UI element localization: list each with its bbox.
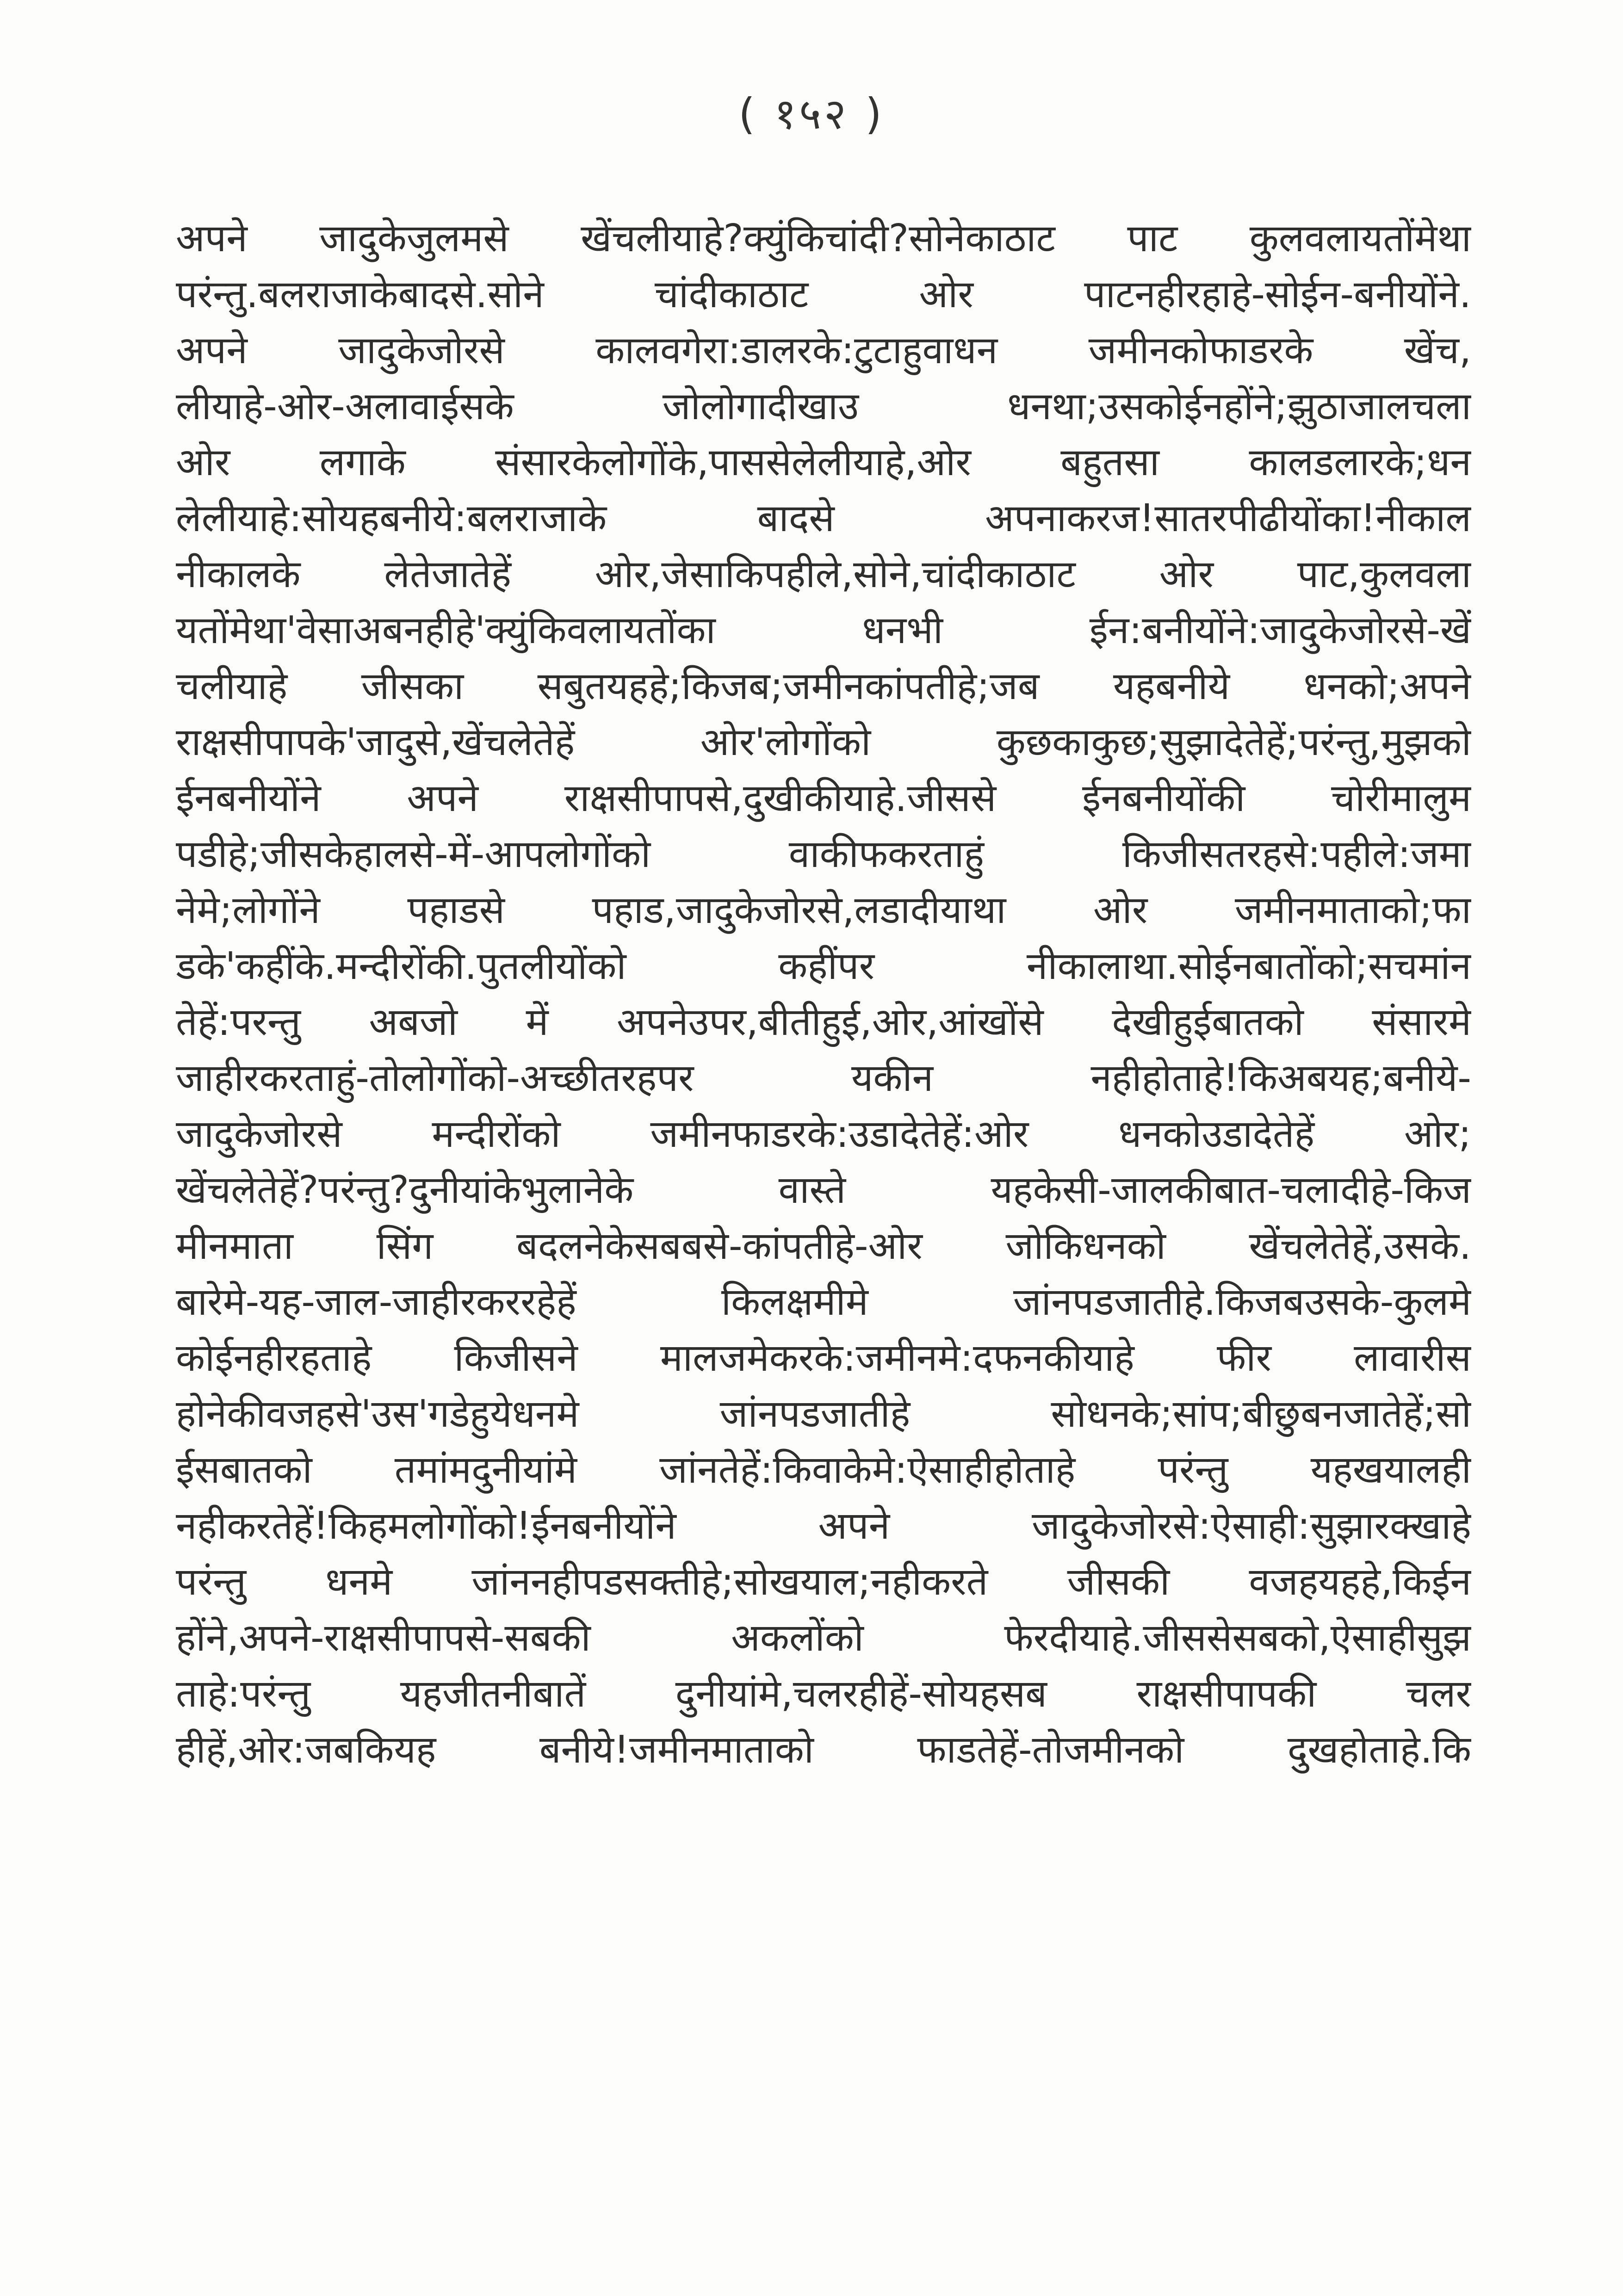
text-line: होंने,अपने-राक्षसीपापसे-सबकी अकलोंको फेरदीयाहे.जीससेसबको,ऐसाहीसुझ	[176, 1616, 1471, 1660]
text-line: यतोंमेथा'वेसाअबनहीहे'क्युंकिवलायतोंका धनभी ईन:बनीयोंने:जादुकेजोरसे-खें	[176, 608, 1471, 652]
text-line: लेलीयाहे:सोयहबनीये:बलराजाके बादसे अपनाकरज!सातरपीढीयोंका!नीकाल	[176, 496, 1471, 540]
text-line: चलीयाहे जीसका सबुतयहहे;किजब;जमीनकांपतीहे;जब यहबनीये धनको;अपने	[176, 664, 1471, 708]
text-line: डके'कहींके.मन्दीरोंकी.पुतलीयोंको कहींपर नीकालाथा.सोईनबातोंको;सचमांन	[176, 944, 1471, 988]
text-line: नीकालके लेतेजातेहें ओर,जेसाकिपहीले,सोने,चांदीकाठाट ओर पाट,कुलवला	[176, 552, 1471, 596]
text-line: परंन्तु.बलराजाकेबादसे.सोने चांदीकाठाट ओर पाटनहीरहाहे-सोईन-बनीयोंने.	[176, 272, 1471, 316]
text-line: ओर लगाके संसारकेलोगोंके,पाससेलेलीयाहे,ओर बहुतसा कालडलारके;धन	[176, 440, 1471, 484]
text-line: होनेकीवजहसे'उस'गडेहुयेधनमे जांनपडजातीहे सोधनके;सांप;बीछुबनजातेहें;सो	[176, 1392, 1471, 1436]
text-line: खेंचलेतेहें?परंन्तु?दुनीयांकेभुलानेके वास्ते यहकेसी-जालकीबात-चलादीहे-किज	[176, 1168, 1471, 1212]
text-line: नहीकरतेहें!किहमलोगोंको!ईनबनीयोंने अपने जादुकेजोरसे:ऐसाही:सुझारक्खाहे	[176, 1504, 1471, 1548]
text-line: मीनमाता सिंग बदलनेकेसबबसे-कांपतीहे-ओर जोकिधनको खेंचलेतेहें,उसके.	[176, 1224, 1471, 1268]
text-line: ताहे:परंन्तु यहजीतनीबातें दुनीयांमे,चलरहीहें-सोयहसब राक्षसीपापकी चलर	[176, 1672, 1471, 1716]
text-line: हीहें,ओर:जबकियह बनीये!जमीनमाताको फाडतेहें-तोजमीनको दुखहोताहे.कि	[176, 1728, 1471, 1772]
text-line: राक्षसीपापके'जादुसे,खेंचलेतेहें ओर'लोगोंको कुछकाकुछ;सुझादेतेहें;परंन्तु,मुझको	[176, 720, 1471, 764]
text-line: ईसबातको तमांमदुनीयांमे जांनतेहें:किवाकेमे:ऐसाहीहोताहे परंन्तु यहखयालही	[176, 1448, 1471, 1492]
body-text	[176, 210, 1471, 1778]
text-line: लीयाहे-ओर-अलावाईसके जोलोगादीखाउ धनथा;उसकोईनहोंने;झुठाजालचला	[176, 384, 1471, 428]
text-line: नेमे;लोगोंने पहाडसे पहाड,जादुकेजोरसे,लडादीयाथा ओर जमीनमाताको;फा	[176, 888, 1471, 932]
text-line: कोईनहीरहताहे किजीसने मालजमेकरके:जमीनमे:दफनकीयाहे फीर लावारीस	[176, 1336, 1471, 1380]
text-line: अपने जादुकेजोरसे कालवगेरा:डालरके:टुटाहुवाधन जमीनकोफाडरके खेंच,	[176, 328, 1471, 372]
text-line: परंन्तु धनमे जांननहीपडसक्तीहे;सोखयाल;नहीकरते जीसकी वजहयहहे,किईन	[176, 1560, 1471, 1604]
text-line: तेहें:परन्तु अबजो में अपनेउपर,बीतीहुई,ओर,आंखोंसे देखीहुईबातको संसारमे	[176, 1000, 1471, 1044]
text-line: जादुकेजोरसे मन्दीरोंको जमीनफाडरके:उडादेतेहें:ओर धनकोउडादेतेहें ओर;	[176, 1112, 1471, 1156]
text-line: जाहीरकरताहुं-तोलोगोंको-अच्छीतरहपर यकीन नहीहोताहे!किअबयह;बनीये-	[176, 1056, 1471, 1100]
text-line: अपने जादुकेजुलमसे खेंचलीयाहे?क्युंकिचांदी?सोनेकाठाट पाट कुलवलायतोंमेथा	[176, 217, 1471, 260]
page-number: ( १५२ )	[738, 89, 885, 139]
text-line: पडीहे;जीसकेहालसे-में-आपलोगोंको वाकीफकरताहुं किजीसतरहसे:पहीले:जमा	[176, 832, 1471, 876]
text-line: ईनबनीयोंने अपने राक्षसीपापसे,दुखीकीयाहे.जीससे ईनबनीयोंकी चोरीमालुम	[176, 776, 1471, 820]
text-line: बारेमे-यह-जाल-जाहीरकररहेहें किलक्षमीमे जांनपडजातीहे.किजबउसके-कुलमे	[176, 1280, 1471, 1324]
